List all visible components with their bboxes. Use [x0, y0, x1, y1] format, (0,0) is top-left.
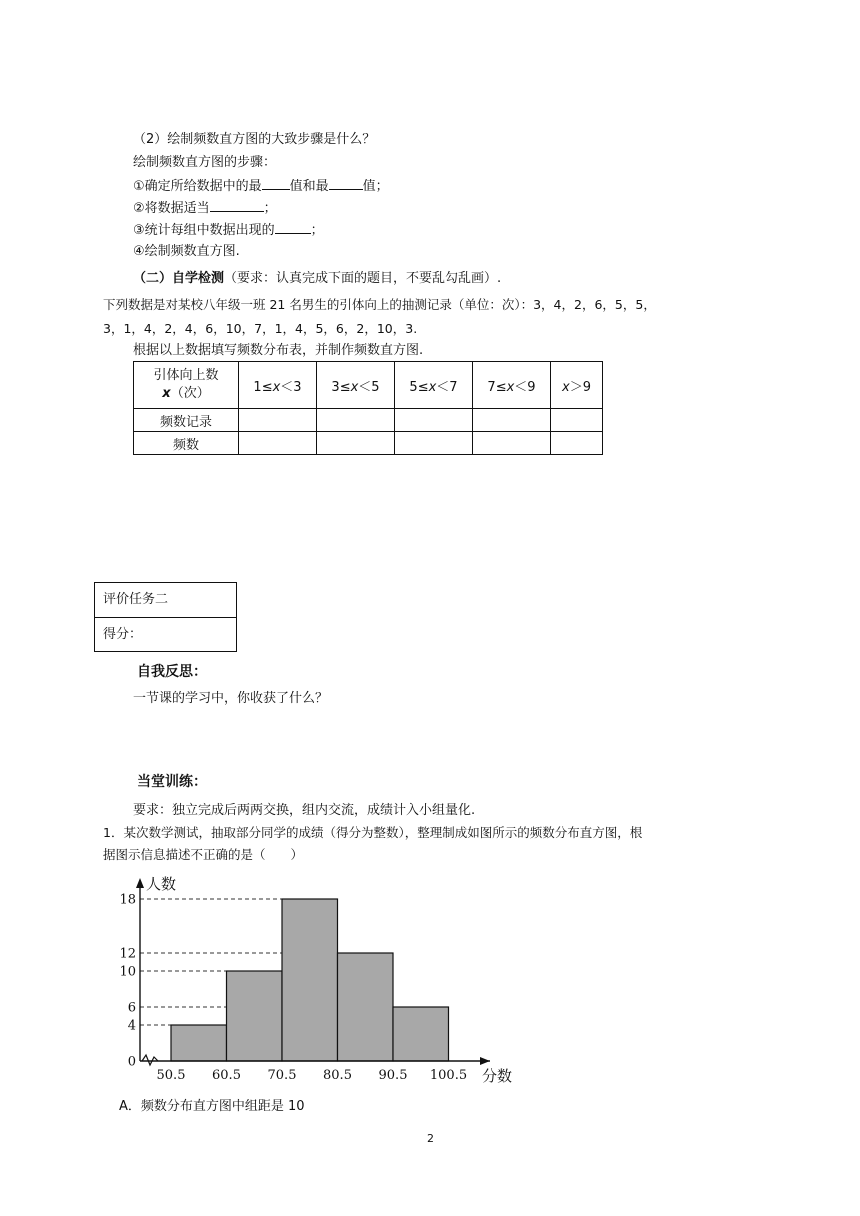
step-4: ④绘制频数直方图. [133, 244, 240, 259]
step-2-blank[interactable] [210, 198, 264, 212]
evaluation-score[interactable]: 得分： [95, 617, 236, 651]
practice-heading: 当堂训练： [137, 774, 207, 790]
x-tick-label: 100.5 [429, 1068, 468, 1083]
y-axis-title: 人数 [146, 875, 177, 893]
frequency-cell[interactable] [395, 432, 473, 455]
step-3 [133, 220, 324, 240]
question-1-line-2: 据图示信息描述不正确的是（ ） [103, 847, 304, 862]
step-3-text-b: ； [310, 223, 324, 238]
evaluation-box [94, 582, 237, 652]
histogram-bar [171, 1025, 227, 1061]
self-check-heading [133, 270, 501, 288]
table-instruction: 根据以上数据填写频数分布表，并制作频数直方图. [133, 343, 424, 358]
x-axis-arrow [480, 1057, 490, 1065]
data-line-2: 3，1，4，2，4，6，10，7，1，4，5，6，2，10，3. [103, 321, 418, 336]
histogram-bar [227, 971, 283, 1061]
step-2 [133, 198, 277, 218]
table-header-cell [134, 362, 239, 409]
table-header-line2: x（次） [162, 386, 210, 401]
tally-cell[interactable] [239, 409, 317, 432]
reflection-prompt: 一节课的学习中，你收获了什么？ [133, 691, 329, 706]
row-label-tally: 频数记录 [134, 409, 239, 432]
step-1-text-c: 值； [362, 179, 389, 194]
evaluation-task: 评价任务二 [103, 592, 169, 607]
frequency-cell[interactable] [317, 432, 395, 455]
frequency-cell[interactable] [473, 432, 551, 455]
self-check-title: （二）自学检测 [133, 271, 225, 286]
axis-break-mark [142, 1055, 158, 1065]
tally-cell[interactable] [317, 409, 395, 432]
y-axis-arrow [136, 878, 144, 888]
step-1-blank-2[interactable] [329, 176, 363, 190]
frequency-cell[interactable] [239, 432, 317, 455]
tally-cell[interactable] [551, 409, 603, 432]
step-2-text-a: ②将数据适当 [133, 201, 210, 216]
histogram-bar [282, 899, 338, 1061]
step-1 [133, 176, 389, 196]
y-tick-label: 6 [127, 1000, 136, 1016]
x-tick-label: 50.5 [156, 1068, 186, 1083]
step-3-text-a: ③统计每组中数据出现的 [133, 223, 275, 238]
histogram-bar [393, 1007, 449, 1061]
row-label-frequency: 频数 [134, 432, 239, 455]
interval-2: 3≤x＜5 [317, 362, 395, 409]
page-number: 2 [427, 1132, 434, 1145]
interval-5: x＞9 [551, 362, 603, 409]
y-tick-label: 12 [119, 946, 136, 962]
table-header-line1: 引体向上数 [153, 368, 219, 383]
step-2-text-b: ； [263, 201, 277, 216]
tally-cell[interactable] [395, 409, 473, 432]
practice-requirement: 要求：独立完成后两两交换，组内交流，成绩计入小组量化. [133, 803, 476, 818]
question-1-line-1: 1．某次数学测试，抽取部分同学的成绩（得分为整数），整理制成如图所示的频数分布直方图，根 [103, 825, 643, 840]
self-check-requirement: （要求：认真完成下面的题目，不要乱勾乱画）. [224, 271, 502, 286]
option-a: A．频数分布直方图中组距是 10 [119, 1099, 305, 1114]
interval-3: 5≤x＜7 [395, 362, 473, 409]
x-axis-title: 分数 [482, 1067, 513, 1085]
y-tick-label: 10 [119, 964, 136, 980]
step-1-text-b: 值和最 [289, 179, 329, 194]
question-2: （2）绘制频数直方图的大致步骤是什么？ [133, 132, 376, 147]
histogram-chart [100, 870, 520, 1095]
y-tick-label: 0 [127, 1054, 136, 1070]
x-tick-label: 80.5 [323, 1068, 352, 1083]
interval-4: 7≤x＜9 [473, 362, 551, 409]
reflection-heading: 自我反思： [137, 664, 207, 680]
tally-cell[interactable] [473, 409, 551, 432]
x-tick-label: 60.5 [212, 1068, 241, 1083]
step-1-blank-1[interactable] [262, 176, 290, 190]
histogram-bar [338, 953, 394, 1061]
data-line-1: 下列数据是对某校八年级一班 21 名男生的引体向上的抽测记录（单位：次）：3，4，2，6，5，5， [103, 297, 656, 312]
step-1-text-a: ①确定所给数据中的最 [133, 179, 262, 194]
step-3-blank[interactable] [275, 220, 311, 234]
interval-1: 1≤x＜3 [239, 362, 317, 409]
x-tick-label: 70.5 [267, 1068, 297, 1083]
x-tick-label: 90.5 [378, 1068, 408, 1083]
frequency-table [133, 361, 603, 455]
steps-title: 绘制频数直方图的步骤： [133, 155, 277, 170]
frequency-cell[interactable] [551, 432, 603, 455]
y-tick-label: 18 [119, 892, 136, 908]
y-tick-label: 4 [127, 1018, 136, 1034]
